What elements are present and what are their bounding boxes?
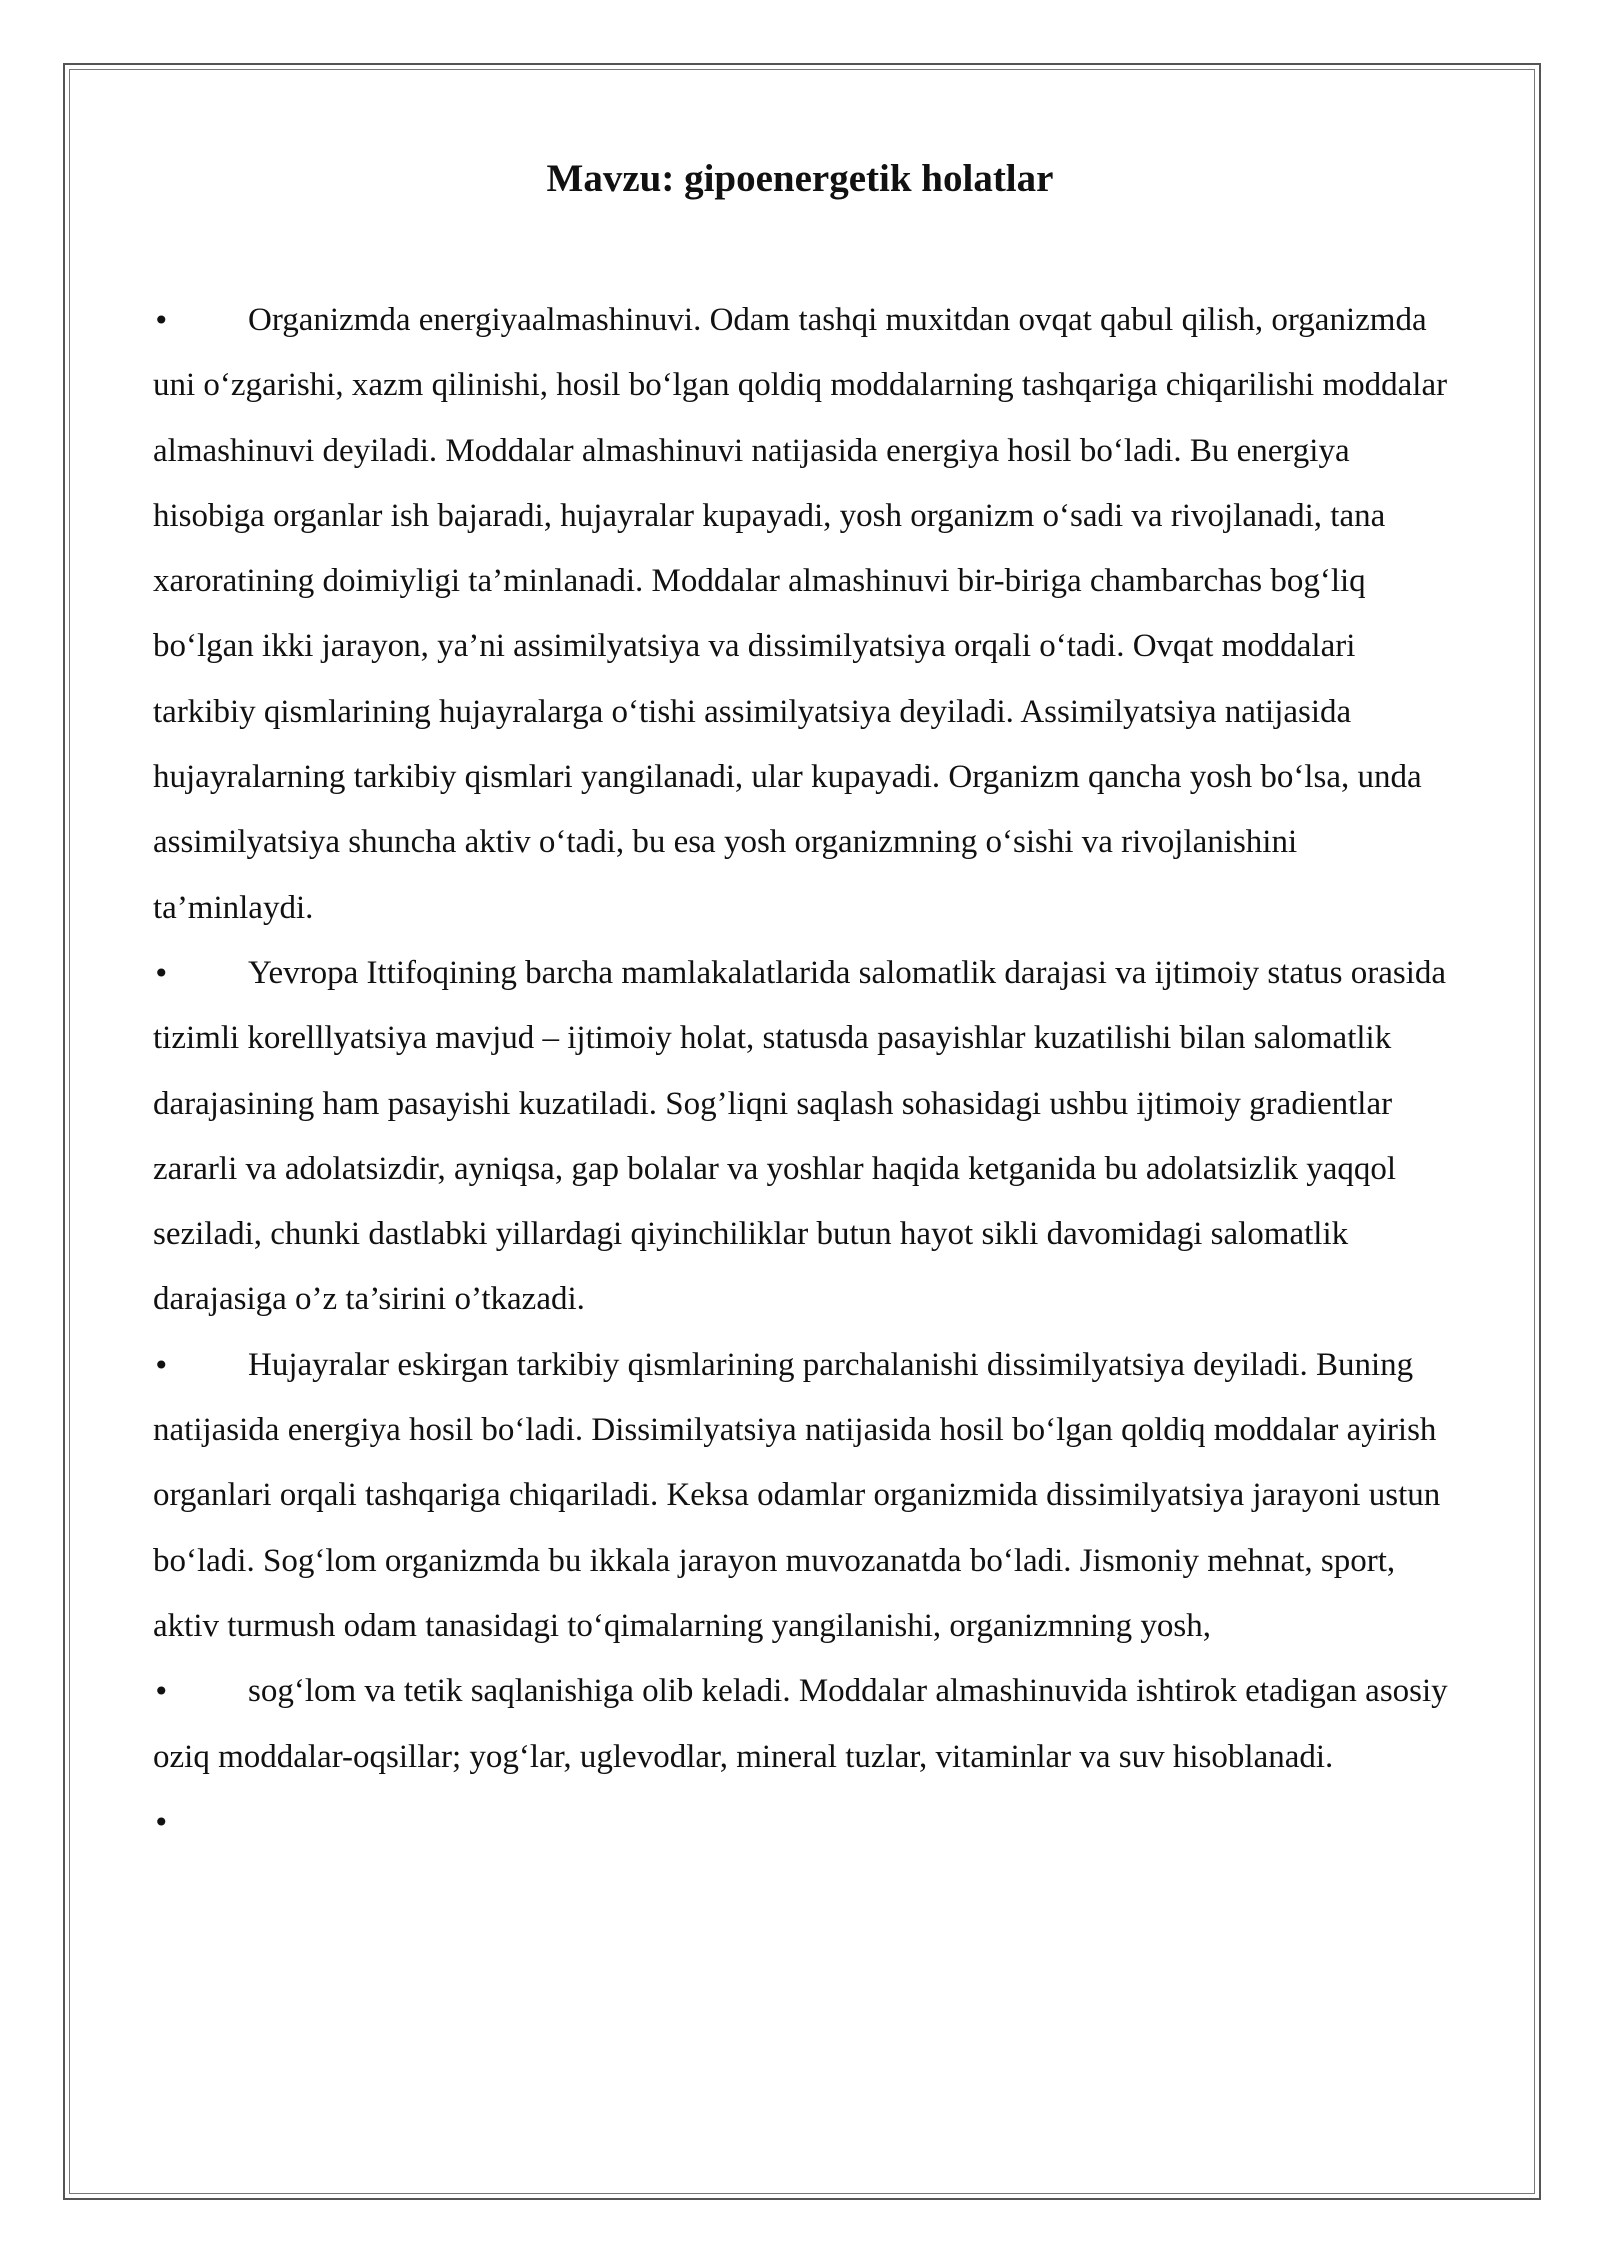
bullet-marker: •	[153, 956, 170, 990]
document-body	[153, 288, 1463, 1855]
bullet-marker: •	[153, 1348, 170, 1382]
document-title: Mavzu: gipoenergetik holatlar	[546, 157, 1054, 200]
paragraph-nutrients	[153, 1659, 1463, 1790]
paragraph-text: Hujayralar eskirgan tarkibiy qismlarining parchalanishi dissimilyatsiya deyiladi. Buning natijasida energiya hosil bo‘ladi. Dissimilyatsiya natijasida hosil bo‘lgan qoldiq moddalar ayirish organlari orqali tashqariga chiqariladi. Keksa odamlar organizmida dissimilyatsiya jarayoni ustun bo‘ladi. Sog‘lom organizmda bu ikkala jarayon muvozanatda bo‘ladi. Jismoniy mehnat, sport, aktiv turmush odam tanasidagi to‘qimalarning yangilanishi, organizmning yosh,	[153, 1346, 1441, 1644]
paragraph-text: Yevropa Ittifoqining barcha mamlakalatlarida salomatlik darajasi va ijtimoiy status orasida tizimli korelllyatsiya mavjud – ijtimoiy holat, statusda pasayishlar kuzatilishi bilan salomatlik darajasining ham pasayishi kuzatiladi. Sog’liqni saqlash sohasidagi ushbu ijtimoiy gradientlar zararli va adolatsizdir, ayniqsa, gap bolalar va yoshlar haqida ketganida bu adolatsizlik yaqqol seziladi, chunki dastlabki yillardagi qiyinchiliklar butun hayot sikli davomidagi salomatlik darajasiga o’z ta’sirini o’tkazadi.	[153, 954, 1447, 1318]
paragraph-text: sog‘lom va tetik saqlanishiga olib keladi. Moddalar almashinuvida ishtirok etadigan asosiy oziq moddalar-oqsillar; yog‘lar, uglevodlar, mineral tuzlar, vitaminlar va suv hisoblanadi.	[153, 1673, 1448, 1775]
paragraph-eu-health-status	[153, 941, 1463, 1333]
paragraph-empty	[153, 1790, 1463, 1855]
bullet-marker: •	[153, 1675, 170, 1709]
paragraph-energy-metabolism	[153, 288, 1463, 941]
bullet-marker: •	[153, 1805, 170, 1839]
bullet-marker: •	[153, 304, 170, 337]
paragraph-dissimilation	[153, 1333, 1463, 1659]
paragraph-text: Organizmda energiyaalmashinuvi. Odam tashqi muxitdan ovqat qabul qilish, organizmda uni o‘zgarishi, xazm qilinishi, hosil bo‘lgan qoldiq moddalarning tashqariga chiqarilishi moddalar almashinuvi deyiladi. Moddalar almashinuvi natijasida energiya hosil bo‘ladi. Bu energiya hisobiga organlar ish bajaradi, hujayralar kupayadi, yosh organizm o‘sadi va rivojlanadi, tana xaroratining doimiyligi ta’minlanadi. Moddalar almashinuvi bir-biriga chambarchas bog‘liq bo‘lgan ikki jarayon, ya’ni assimilyatsiya va dissimilyatsiya orqali o‘tadi. Ovqat moddalari tarkibiy qismlarining hujayralarga o‘tishi assimilyatsiya deyiladi. Assimilyatsiya natijasida hujayralarning tarkibiy qismlari yangilanadi, ular kupayadi. Organizm qancha yosh bo‘lsa, unda assimilyatsiya shuncha aktiv o‘tadi, bu esa yosh organizmning o‘sishi va rivojlanishini ta’minlaydi.	[153, 302, 1448, 926]
